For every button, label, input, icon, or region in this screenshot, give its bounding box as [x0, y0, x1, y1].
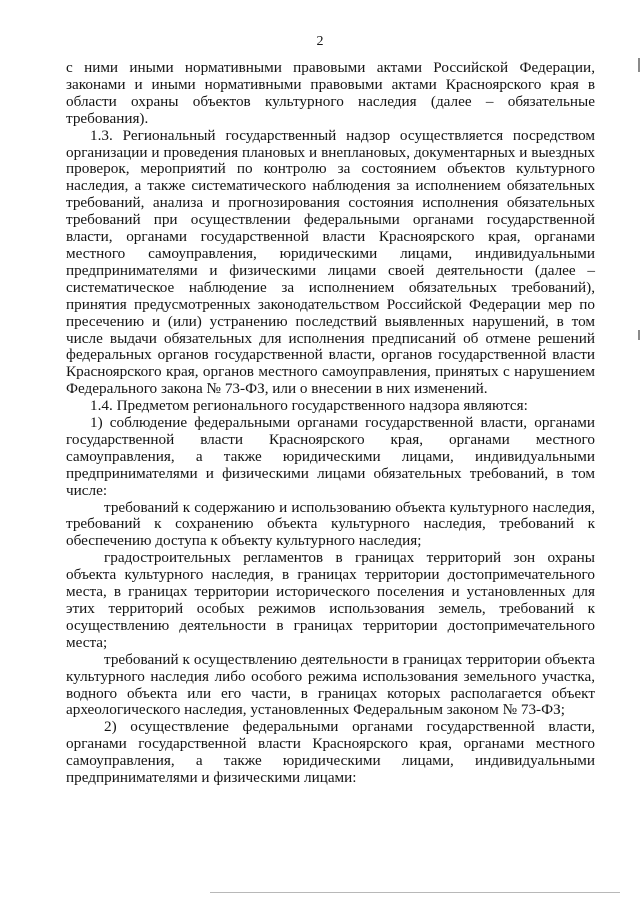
scan-bottom-rule: [210, 892, 620, 893]
paragraph-1-3-supervision-methods: 1.3. Региональный государственный надзор осуществляется посредством организации и проведения плановых и внеплановых, документарных и выездных проверок, мероприятий по контролю за состоянием объектов культурного наследия, а также систематического наблюдения за исполнением обязательных требований, анализа и прогнозирования состояния исполнения обязательных требований при осуществлении федеральными органами государственной власти, органами государственной власти Красноярского края, органами местного самоуправления, юридическими лицами, индивидуальными предпринимателями и физическими лицами своей деятельности (далее – систематическое наблюдение за исполнением обязательных требований), принятия предусмотренных законодательством Российской Федерации мер по пресечению и (или) устранению последствий выявленных нарушений, в том числе выдачи обязательных для исполнения предписаний об отмене решений федеральных органов государственной власти, органов государственной власти Красноярского края, органов местного самоуправления, принятых с нарушением Федерального закона № 73-ФЗ, или о внесении в них изменений.: [66, 126, 595, 398]
paragraph-urban-planning-regulations: градостроительных регламентов в границах территорий зон охраны объекта культурного наследия, в границах территории достопримечательного места, в границах территории исторического поселения и установленных для этих территорий особых режимов использования земель, требований к осуществлению деятельности в границах территории достопримечательного места;: [66, 549, 595, 651]
paragraph-content-requirements: требований к содержанию и использованию объекта культурного наследия, требований к сохранению объекта культурного наследия, требований к обеспечению доступа к объекту культурного наследия;: [66, 498, 595, 550]
document-body: [66, 60, 595, 787]
paragraph-item-1-compliance: 1) соблюдение федеральными органами государственной власти, органами государственной власти Красноярского края, органами местного самоуправления, а также юридическими лицами, индивидуальными предпринимателями и физическими лицами обязательных требований, в том числе:: [66, 414, 595, 499]
paragraph-obligatory-requirements-end: с ними иными нормативными правовыми актами Российской Федерации, законами и иными нормативными правовыми актами Красноярского края в области охраны объектов культурного наследия (далее – обязательные требования).: [66, 59, 595, 127]
paragraph-activity-requirements: требований к осуществлению деятельности в границах территории объекта культурного наследия либо особого режима использования земельного участка, водного объекта или его части, в границах которых располагается объект археологического наследия, установленных Федеральным законом № 73-ФЗ;: [66, 650, 595, 719]
paragraph-1-4-subject-heading: 1.4. Предметом регионального государственного надзора являются:: [90, 397, 528, 415]
page-number: 2: [316, 34, 324, 49]
paragraph-item-2-implementation: 2) осуществление федеральными органами государственной власти, органами государственной власти Красноярского края, органами местного самоуправления, а также юридическими лицами, индивидуальными предпринимателями и физическими лицами:: [66, 718, 595, 787]
